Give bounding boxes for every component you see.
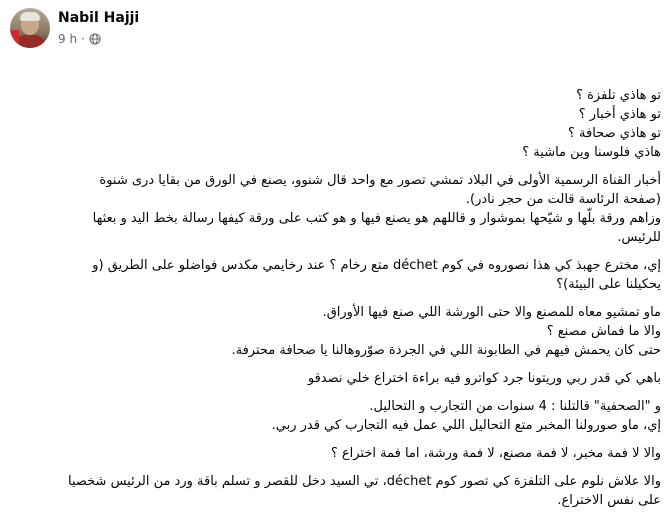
post-paragraph	[10, 369, 661, 388]
post-text-line: وزاهم ورقة بلّها و شيّحها بموشوار و قاللهم هو يصنع فيها و هو كتب على ورقة كيفها رسالة بخط اليد و بعثها	[92, 211, 661, 226]
post-text-line: ماو تمشيو معاه للمصنع والا حتى الورشة اللي صنع فيها الأوراق.	[322, 305, 661, 320]
post-paragraph	[10, 171, 661, 247]
post-text-line: تو هاذي صحافة ؟	[568, 126, 661, 141]
post-meta	[58, 32, 101, 46]
post-header	[10, 8, 661, 60]
avatar[interactable]	[10, 8, 50, 48]
post-text-line: حتى كان يحمش فيهم في الطابونة اللي في الجردة صوّروهالنا يا صحافة محترفة.	[231, 343, 661, 358]
post-paragraph	[10, 397, 661, 435]
meta-separator: ·	[81, 32, 85, 46]
post-paragraph	[10, 86, 661, 162]
author-name[interactable]: Nabil Hajji	[58, 10, 140, 26]
post-text-line: للرئيس.	[617, 230, 661, 245]
post-paragraph	[10, 444, 661, 463]
post-text-line: على نفس الاختراع.	[557, 493, 661, 508]
post-paragraph	[10, 472, 661, 510]
post-text-line: إي، مخترع جهبذ كي هذا نصوروه في كوم déchet متع رخام ؟ عند رخايمي مكدس فواضلو على الطريق (و	[92, 258, 661, 273]
post-body	[10, 86, 661, 519]
post-text-line: إي، ماو صورولنا المخبر متع التحاليل اللي عمل فيه التجارب كي قدر ربي.	[271, 418, 661, 433]
post-text-line: تو هاذي تلفزة ؟	[576, 88, 661, 103]
post-time[interactable]: 9 h	[58, 32, 78, 46]
post-text-line: والا لا فمة مخبر، لا فمة مصنع، لا فمة ورشة، اما فمة اختراع ؟	[330, 446, 661, 461]
post-text-line: تو هاذي أخبار ؟	[578, 107, 661, 122]
post-paragraph	[10, 303, 661, 360]
post-text-line: والا علاش نلوم على التلفزة كي تصور كوم déchet، تي السيد دخل للقصر و تسلم باقة ورد من الرئيس شخصيا	[68, 474, 661, 489]
post-text-line: والا ما فماش مصنع ؟	[546, 324, 661, 339]
globe-icon[interactable]	[89, 33, 101, 45]
post-text-line: يحكيلنا على البيئة)؟	[556, 277, 661, 292]
post-text-line: باهي كي قدر ربي وريتونا جرد كواترو فيه براءة اختراع خلي نصدقو	[307, 371, 661, 386]
post-text-line: هاذي فلوسنا وين ماشية ؟	[522, 145, 661, 160]
post-text-line: و "الصحفية" قالتلنا : 4 سنوات من التجارب و التحاليل.	[369, 399, 661, 414]
post-text-line: أخبار القناة الرسمية الأولى في البلاد تمشي تصور مع واحد قال شنوو، يصنع في الورق من بقايا درى شنوة	[99, 173, 661, 188]
post-paragraph	[10, 256, 661, 294]
post-text-line: (صفحة الرئاسة قالت من حجر نادر).	[465, 192, 661, 207]
